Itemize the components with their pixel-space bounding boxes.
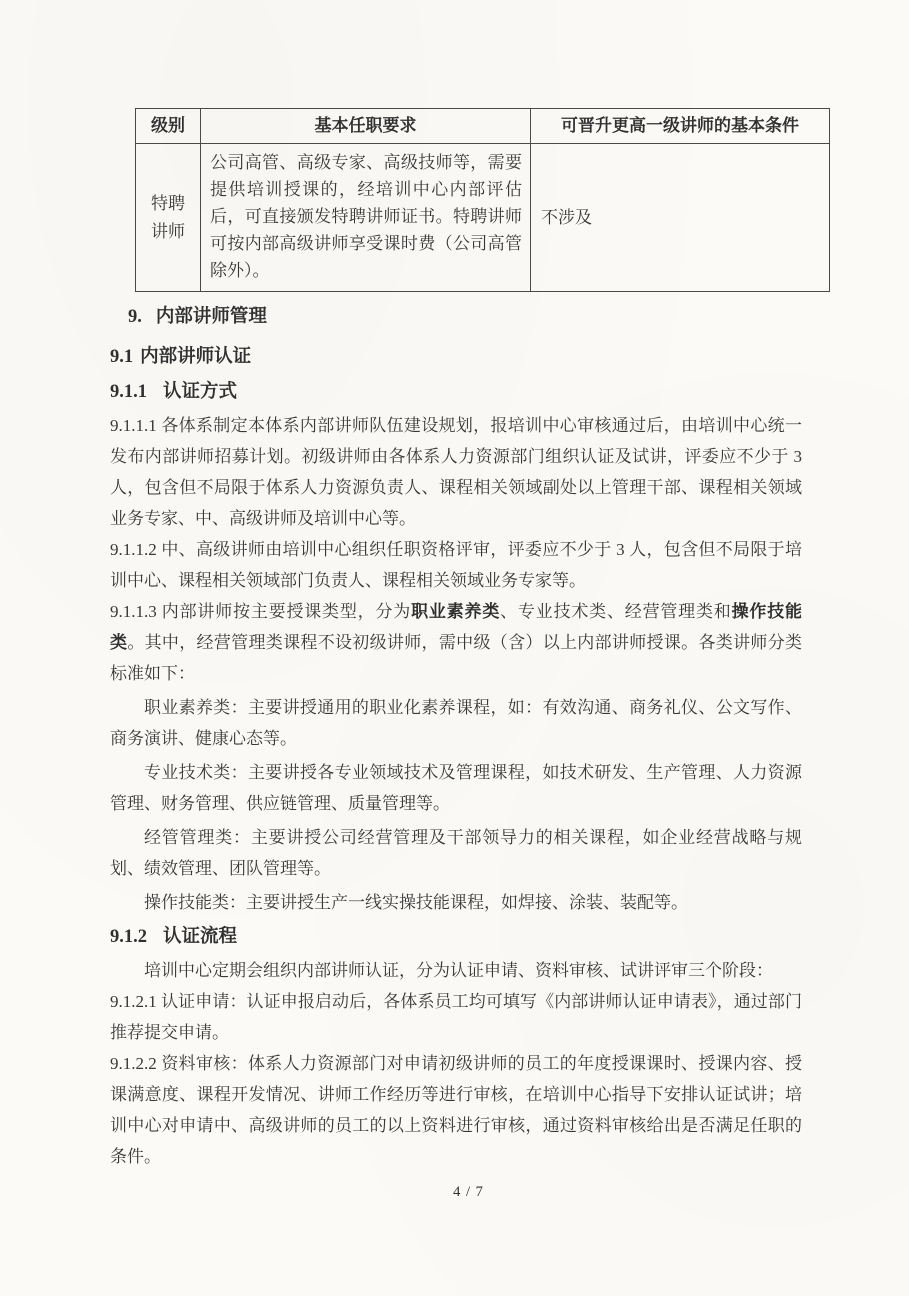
heading-certification-process xyxy=(110,925,802,950)
heading-title: 认证方式 xyxy=(163,382,238,402)
heading-title: 内部讲师认证 xyxy=(140,347,252,367)
paragraph-9-1-2-1: 9.1.2.1 认证申请：认证申报启动后，各体系员工均可填写《内部讲师认证申请表》，通过部门推荐提交申请。 xyxy=(110,992,802,1042)
heading-number: 9.1.2 xyxy=(110,927,147,947)
category-paragraph-professional-quality: 职业素养类：主要讲授通用的职业化素养课程，如：有效沟通、商务礼仪、公文写作、商务演讲、健康心态等。 xyxy=(110,698,802,748)
cell-level: 特聘讲师 xyxy=(136,144,201,292)
heading-number: 9.1 xyxy=(110,347,134,367)
paragraph-9-1-1-3 xyxy=(110,596,802,689)
heading-number: 9. xyxy=(128,307,142,327)
header-cell-promotion: 可晋升更高一级讲师的基本条件 xyxy=(531,109,830,144)
page-number: 4 / 7 xyxy=(453,1184,484,1200)
bold-term-professional-quality: 职业素养类 xyxy=(411,602,501,621)
cell-promotion: 不涉及 xyxy=(531,144,830,292)
heading-title: 内部讲师管理 xyxy=(155,307,267,327)
heading-certification-method xyxy=(110,380,802,405)
paragraph-text: 、专业技术类、经营管理类和 xyxy=(500,602,732,621)
paragraph-9-1-1-1: 9.1.1.1 各体系制定本体系内部讲师队伍建设规划，报培训中心审核通过后，由培训中心统一发布内部讲师招募计划。初级讲师由各体系人力资源部门组织认证及试讲，评委应不少于 3 人，包含但不局限于体系人力资源负责人、课程相关领域副处以上管理干部、课程相关领域业务专家、中、高级讲师及培训中心等。 xyxy=(110,416,802,528)
category-paragraph-technical: 专业技术类：主要讲授各专业领域技术及管理课程，如技术研发、生产管理、人力资源管理、财务管理、供应链管理、质量管理等。 xyxy=(110,763,802,813)
heading-internal-instructor-certification xyxy=(110,345,802,370)
heading-number: 9.1.1 xyxy=(110,382,147,402)
table-row xyxy=(136,144,830,292)
bold-term-operation-skill: 操作技能类 xyxy=(110,602,803,652)
header-cell-level: 级别 xyxy=(136,109,201,144)
category-paragraph-management: 经管管理类：主要讲授公司经营管理及干部领导力的相关课程，如企业经营战略与规划、绩效管理、团队管理等。 xyxy=(110,828,802,878)
paragraph-text: 。其中，经营管理类课程不设初级讲师，需中级（含）以上内部讲师授课。各类讲师分类标准如下： xyxy=(110,633,803,683)
heading-title: 认证流程 xyxy=(163,927,238,947)
table-header-row xyxy=(136,109,830,144)
header-cell-requirements: 基本任职要求 xyxy=(201,109,531,144)
category-paragraph-operation-skill: 操作技能类：主要讲授生产一线实操技能课程，如焊接、涂装、装配等。 xyxy=(144,893,688,912)
paragraph-process-intro: 培训中心定期会组织内部讲师认证，分为认证申请、资料审核、试讲评审三个阶段： xyxy=(144,961,773,980)
paragraph-9-1-1-2: 9.1.1.2 中、高级讲师由培训中心组织任职资格评审，评委应不少于 3 人，包含但不局限于培训中心、课程相关领域部门负责人、课程相关领域业务专家等。 xyxy=(110,540,802,590)
heading-internal-instructor-management xyxy=(128,305,802,330)
instructor-levels-table xyxy=(135,108,830,292)
paragraph-9-1-2-2: 9.1.2.2 资料审核：体系人力资源部门对申请初级讲师的员工的年度授课课时、授课内容、授课满意度、课程开发情况、讲师工作经历等进行审核，在培训中心指导下安排认证试讲；培训中心对申请中、高级讲师的员工的以上资料进行审核，通过资料审核给出是否满足任职的条件。 xyxy=(110,1054,802,1166)
paragraph-text: 9.1.1.3 内部讲师按主要授课类型，分为 xyxy=(110,602,412,621)
cell-requirements: 公司高管、高级专家、高级技师等，需要提供培训授课的，经培训中心内部评估后，可直接颁发特聘讲师证书。特聘讲师可按内部高级讲师享受课时费（公司高管除外）。 xyxy=(201,144,531,292)
